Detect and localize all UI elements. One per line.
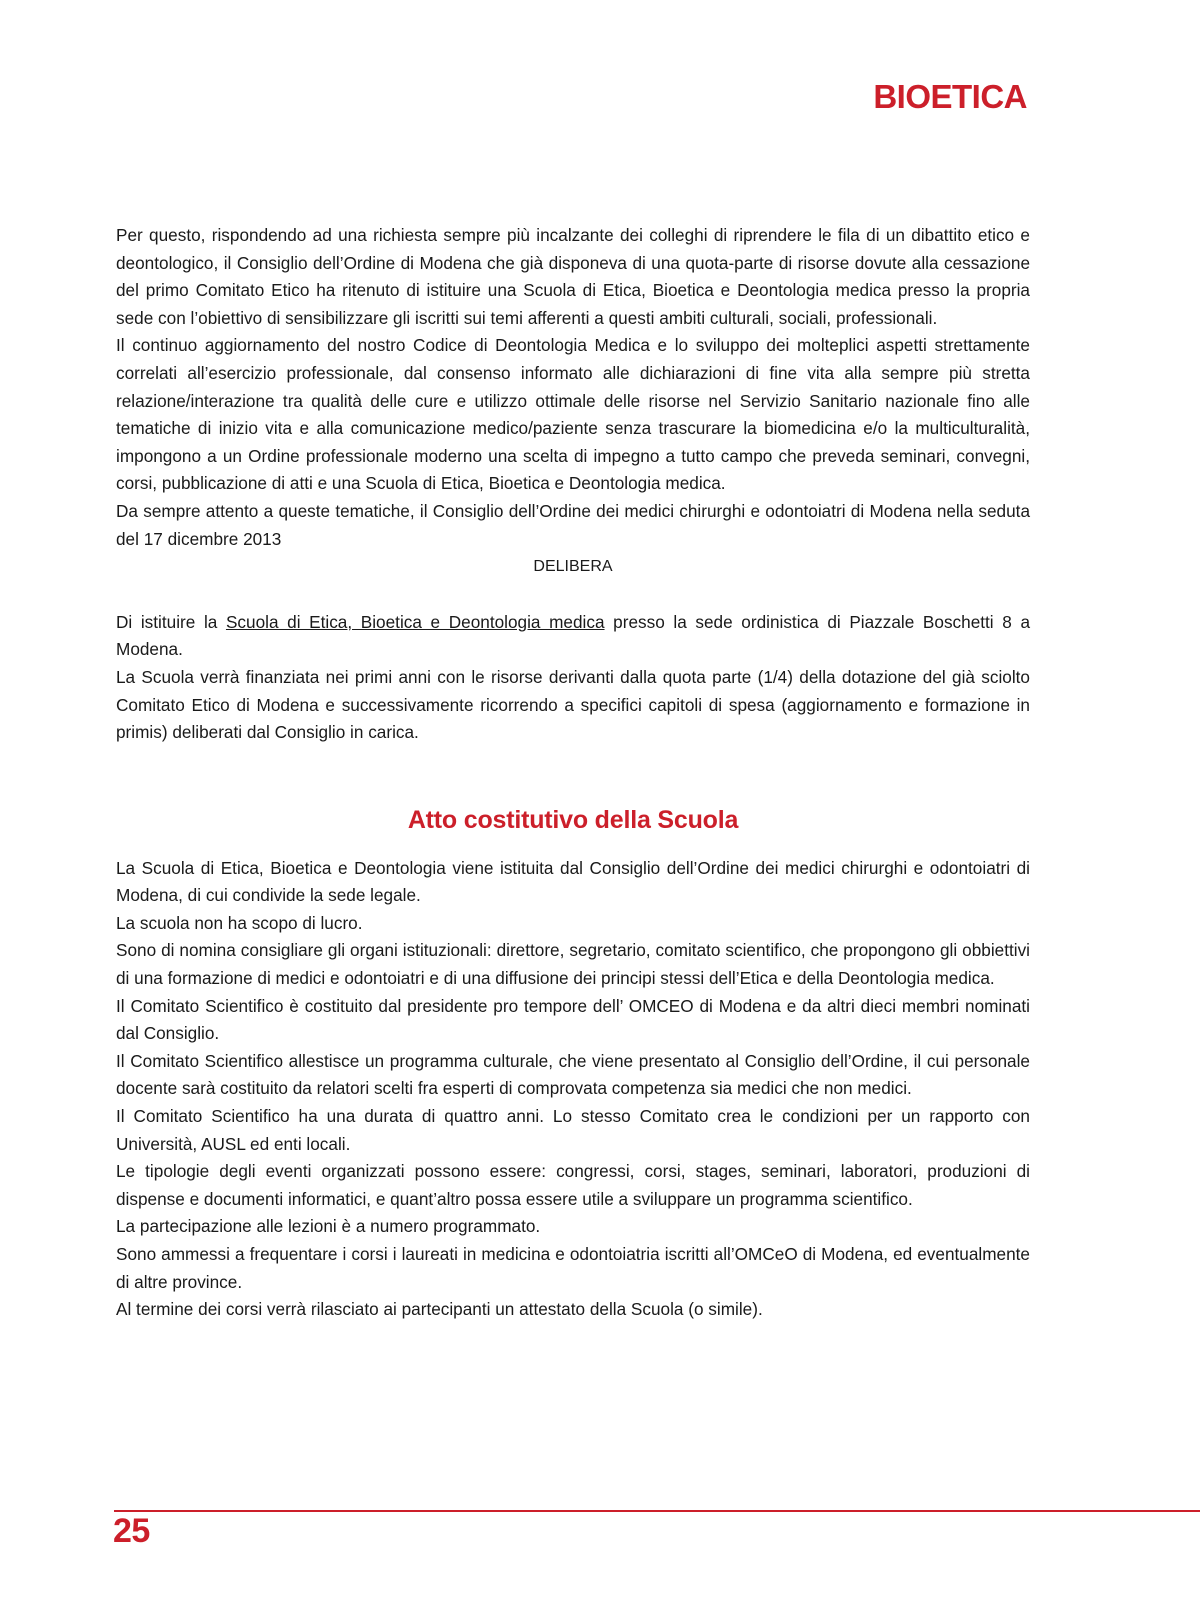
footer-divider [114, 1510, 1200, 1512]
intro-paragraph-4-end: presso la sede ordinistica di Piazzale Boschetti 8 a Modena. [116, 611, 1031, 660]
atto-paragraph: Al termine dei corsi verrà rilasciato ai partecipanti un attestato della Scuola (o simile). [116, 1299, 763, 1320]
spacer [116, 581, 1030, 609]
page-number: 25 [113, 1512, 150, 1550]
atto-title: Atto costitutivo della Scuola [407, 805, 739, 834]
spacer [116, 747, 1030, 803]
intro-paragraph-5: La Scuola verrà finanziata nei primi anni con le risorse derivanti dalla quota parte (1/4) della dotazione del già sciolto Comitato Etico di Modena e successivamente ricorrendo a specifici capitoli di spesa (aggiornamento e formazione in primis) deliberati dal Consiglio in carica. [116, 666, 1030, 743]
delibera-heading: DELIBERA [533, 558, 613, 576]
atto-paragraph: Sono ammessi a frequentare i corsi i laureati in medicina e odontoiatria iscritti all’OMCeO di Modena, ed eventualmente di altre province. [116, 1244, 1030, 1292]
atto-paragraph: Le tipologie degli eventi organizzati possono essere: congressi, corsi, stages, seminari, laboratori, produzioni di dispense e documenti informatici, e quant’altro possa essere utile a sviluppare un programma scientifico. [116, 1161, 1030, 1209]
intro-paragraph-3: Da sempre attento a queste tematiche, il Consiglio dell’Ordine dei medici chirurghi e odontoiatri di Modena nella seduta del 17 dicembre 2013 [116, 500, 1030, 549]
intro-paragraph-2: Il continuo aggiornamento del nostro Codice di Deontologia Medica e lo sviluppo dei molteplici aspetti strettamente correlati all’esercizio professionale, dal consenso informato alle dichiarazioni di fine vita alla sempre più stretta relazione/interazione tra qualità delle cure e utilizzo ottimale delle risorse nel Servizio Sanitario nazionale fino alle tematiche di inizio vita e alla comunicazione medico/paziente senza trascurare la biomedicina e/o la multiculturalità, impongono a un Ordine professionale moderno una scelta di impegno a tutto campo che preveda seminari, convegni, corsi, pubblicazione di atti e una Scuola di Etica, Bioetica e Deontologia medica. [116, 335, 1030, 494]
atto-paragraph: Sono di nomina consigliare gli organi istituzionali: direttore, segretario, comitato scientifico, che propongono gli obbiettivi di una formazione di medici e odontoiatri e di una diffusione dei principi stessi dell’Etica e della Deontologia medica. [116, 940, 1030, 989]
section-header: BIOETICA [873, 78, 1027, 115]
spacer [116, 837, 1030, 855]
intro-paragraph-4-start: Di istituire la [116, 611, 226, 632]
atto-paragraph: Il Comitato Scientifico allestisce un programma culturale, che viene presentato al Consiglio dell’Ordine, il cui personale docente sarà costituito da relatori scelti fra esperti di comprovata competenza sia medici che non medici. [116, 1050, 1030, 1099]
page-content [116, 222, 1030, 1324]
atto-paragraph: La Scuola di Etica, Bioetica e Deontologia viene istituita dal Consiglio dell’Ordine dei medici chirurghi e odontoiatri di Modena, di cui condivide la sede legale. [116, 857, 1030, 906]
intro-paragraph-1: Per questo, rispondendo ad una richiesta sempre più incalzante dei colleghi di riprendere le fila di un dibattito etico e deontologico, il Consiglio dell’Ordine di Modena che già disponeva di una quota-parte di risorse dovute alla cessazione del primo Comitato Etico ha ritenuto di istituire una Scuola di Etica, Bioetica e Deontologia medica presso la propria sede con l’obiettivo di sensibilizzare gli iscritti sui temi afferenti a questi ambiti culturali, sociali, professionali. [116, 225, 1030, 328]
school-name-underlined: Scuola di Etica, Bioetica e Deontologia medica [225, 611, 605, 632]
atto-paragraph: Il Comitato Scientifico è costituito dal presidente pro tempore dell’ OMCEO di Modena e da altri dieci membri nominati dal Consiglio. [116, 995, 1030, 1044]
intro-paragraph-4 [116, 609, 1030, 664]
atto-paragraph: Il Comitato Scientifico ha una durata di quattro anni. Lo stesso Comitato crea le condizioni per un rapporto con Università, AUSL ed enti locali. [116, 1106, 1030, 1154]
atto-paragraph: La partecipazione alle lezioni è a numero programmato. [116, 1216, 541, 1237]
atto-paragraph: La scuola non ha scopo di lucro. [116, 912, 363, 933]
